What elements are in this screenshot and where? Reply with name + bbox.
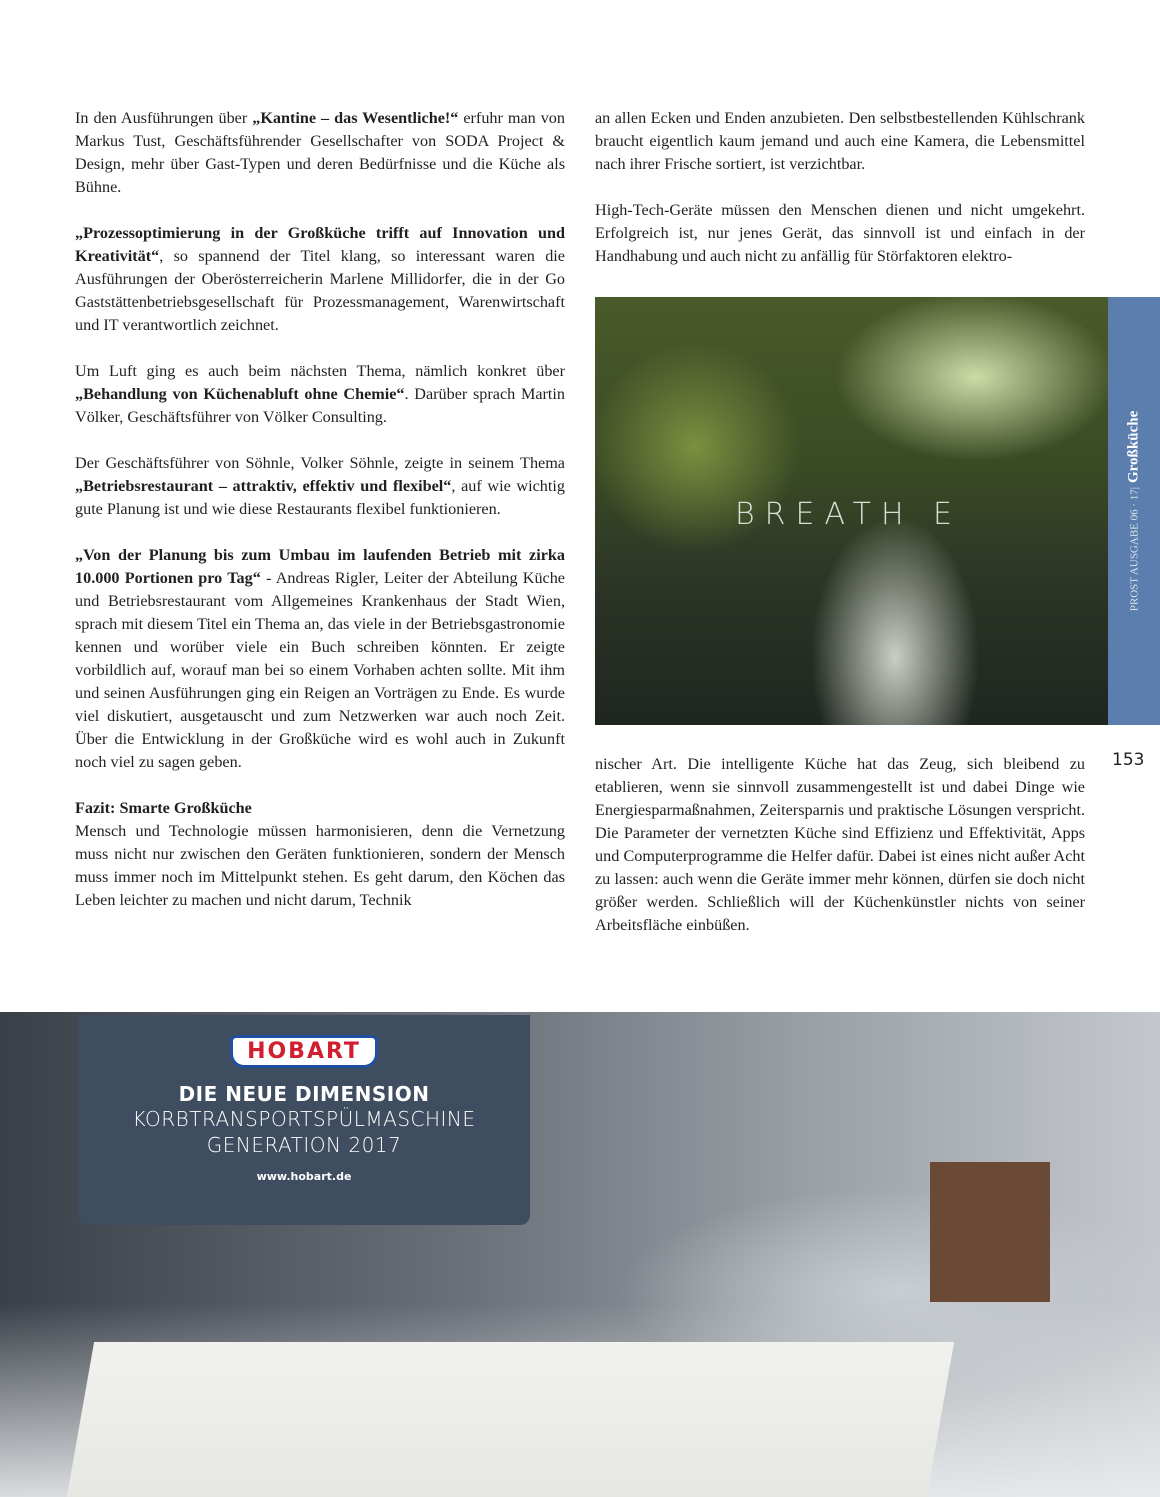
talk-title: „Prozessoptimierung in der Großküche trifft auf Innovation und Kreativität“ (75, 224, 565, 265)
paragraph (75, 222, 565, 337)
paragraph (75, 360, 565, 429)
paragraph (75, 107, 565, 199)
section-sidebar (1108, 297, 1160, 725)
issue-label: PROST AUSGABE 06 · 17| (1128, 487, 1141, 612)
subheading: Fazit: Smarte Großküche (75, 799, 252, 817)
text: In den Ausführungen über (75, 109, 253, 127)
text: erfuhr man von Markus Tust, Geschäftsführender Gesellschafter von SODA Project & Design, mehr über Gast-Typen und deren Bedürfnisse und die Küche als Bühne. (75, 109, 565, 196)
text: - Andreas Rigler, Leiter der Abteilung Küche und Betriebsrestaurant vom Allgemeines Krankenhaus der Stadt Wien, sprach mit diesem Titel ein Thema an, das viele in der Betriebsgastronomie kennen und worüber viele ein Buch schreiben könnten. Er zeigte vorbildlich auf, worauf man bei so einem Vorhaben achten sollte. Mit ihm und seinen Ausführungen ging ein Reigen an Vorträgen zu Ende. Es wurde viel diskutiert, ausgetauscht und zum Netzwerken war auch noch Zeit. Über die Entwicklung in der Großküche wird es wohl auch in Zukunft noch viel zu sagen geben. (75, 569, 565, 771)
paragraph (75, 544, 565, 774)
text: Der Geschäftsführer von Söhnle, Volker Söhnle, zeigte in seinem Thema (75, 454, 565, 472)
text: Mensch und Technologie müssen harmonisieren, denn die Vernetzung muss nicht nur zwischen den Geräten funktionieren, sondern der Mensch muss immer noch im Mittelpunkt stehen. Es geht darum, den Köchen das Leben leichter zu machen und nicht darum, Technik (75, 822, 565, 909)
kitchen-counter-with-plates (66, 1342, 954, 1497)
kitchen-oven (930, 1162, 1050, 1302)
talk-title: „Behandlung von Küchenabluft ohne Chemie“ (75, 385, 405, 403)
paragraph: an allen Ecken und Enden anzubieten. Den selbstbestellenden Kühlschrank braucht eigentlich kaum jemand und auch eine Kamera, die Lebensmittel nach ihrer Frische sortiert, ist verzichtbar. (595, 109, 1085, 173)
text: Um Luft ging es auch beim nächsten Thema, nämlich konkret über (75, 362, 565, 380)
talk-title: „Betriebsrestaurant – attraktiv, effektiv und flexibel“ (75, 477, 452, 495)
section-title: Großküche (1125, 410, 1142, 483)
ad-generation: GENERATION 2017 (206, 1133, 402, 1157)
paragraph: High-Tech-Geräte müssen den Menschen dienen und nicht umgekehrt. Erfolgreich ist, nur jenes Gerät, das sinnvoll ist und einfach in der Handhabung und auch nicht zu anfällig für Störfaktoren elektro- (595, 201, 1085, 265)
ad-url[interactable]: www.hobart.de (256, 1170, 352, 1183)
page-number: 153 (1112, 750, 1145, 770)
talk-title: „Kantine – das Wesentliche!“ (252, 109, 459, 127)
text: . Darüber sprach Martin Völker, Geschäftsführer von Völker Consulting. (75, 385, 566, 426)
section-label (1126, 411, 1143, 612)
talk-title: „Von der Planung bis zum Umbau im laufenden Betrieb mit zirka 10.000 Portionen pro Tag“ (75, 546, 565, 587)
ad-headline: DIE NEUE DIMENSION (178, 1082, 430, 1106)
paragraph (75, 452, 565, 521)
article-left-column (75, 107, 565, 912)
paragraph (75, 797, 565, 912)
ad-text-box (78, 1015, 530, 1225)
ad-product: KORBTRANSPORTSPÜLMASCHINE (132, 1107, 476, 1131)
text: , auf wie wichtig gute Planung ist und wie diese Restaurants flexibel funktionieren. (75, 477, 565, 518)
breathe-sign: BREATH E (735, 497, 963, 532)
hobart-advertisement (0, 1012, 1160, 1497)
text: , so spannend der Titel klang, so interessant waren die Ausführungen der Oberösterreicherin Marlene Millidorfer, die in der Go Gaststättenbetriebsgesellschaft für Prozessmanagement, Warenwirtschaft und IT verantwortlich zeichnet. (75, 247, 565, 334)
hobart-logo: HOBART (230, 1035, 378, 1068)
article-right-column-bottom (595, 753, 1085, 960)
article-right-column-top (595, 107, 1085, 291)
article-photo-forest-walkway (595, 297, 1108, 725)
paragraph: nischer Art. Die intelligente Küche hat das Zeug, sich bleibend zu etablieren, wenn sie sinnvoll zusammengestellt ist und dabei Dinge wie Energiesparmaßnahmen, Zeitersparnis und praktische Lösungen verspricht. Die Parameter der vernetzten Küche sind Effizienz und Effektivität, Apps und Computerprogramme die Helfer dafür. Dabei ist eines nicht außer Acht zu lassen: auch wenn die Geräte immer mehr können, dürfen sie doch nicht größer werden. Schließlich will der Küchenkünstler nichts von seiner Arbeitsfläche einbüßen. (595, 755, 1085, 934)
